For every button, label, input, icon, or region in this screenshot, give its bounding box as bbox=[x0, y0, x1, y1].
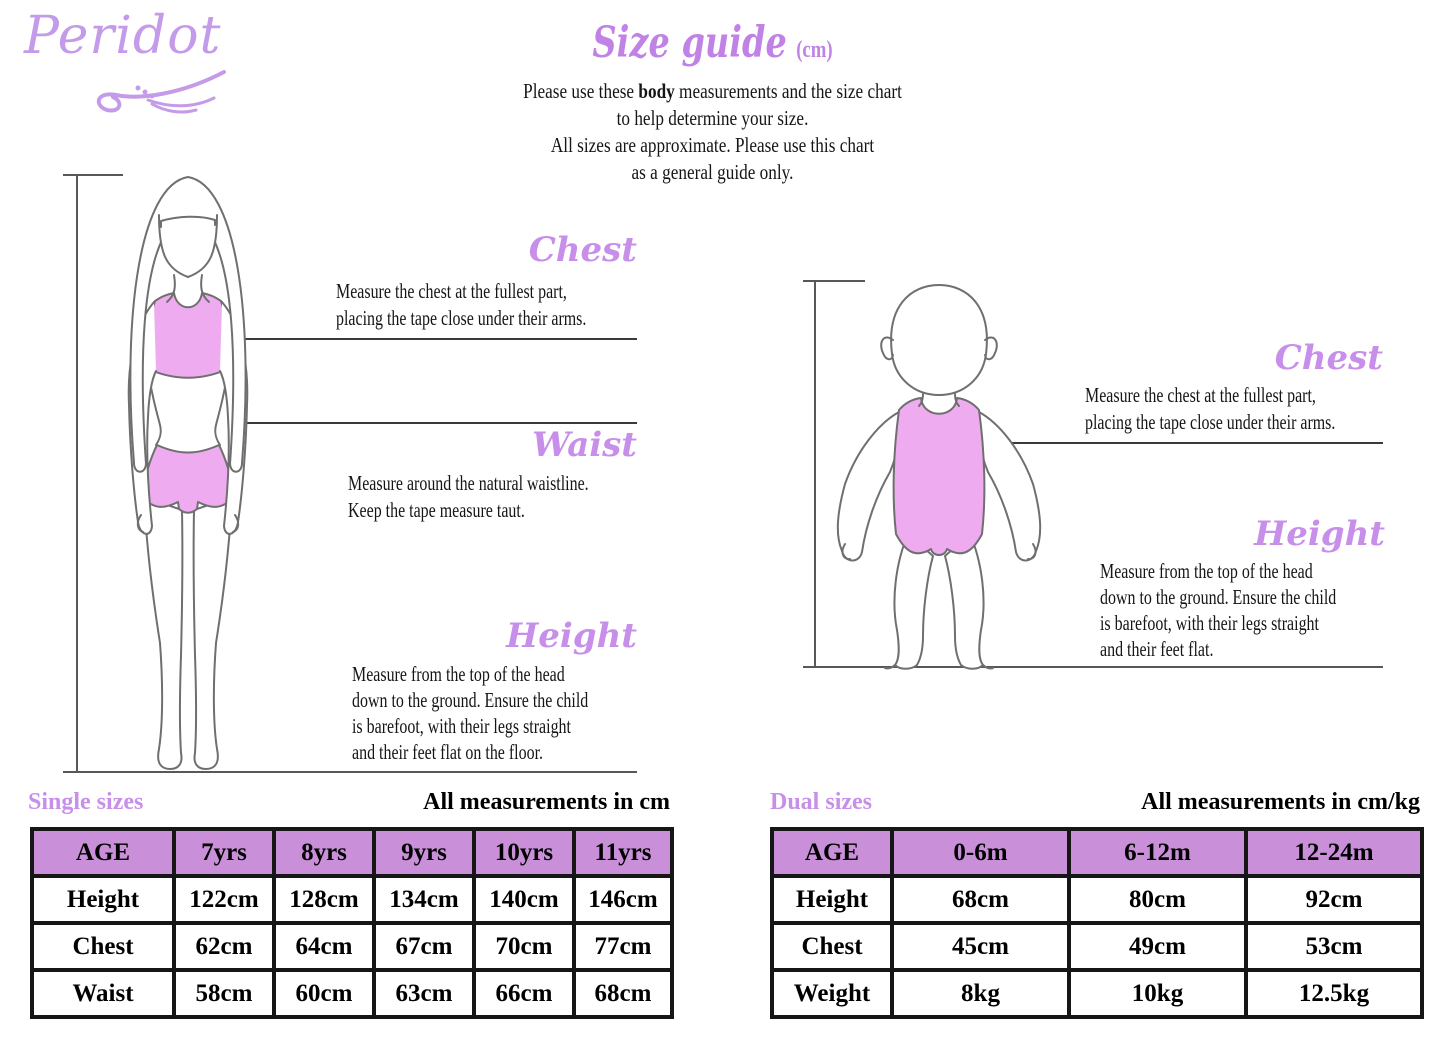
baby-left-leg bbox=[894, 534, 933, 669]
row-label: Waist bbox=[32, 970, 174, 1017]
single-sizes-table bbox=[30, 827, 674, 1019]
cell: 80cm bbox=[1069, 876, 1246, 923]
title-unit: (cm) bbox=[796, 37, 833, 63]
cell: 128cm bbox=[274, 876, 374, 923]
dual-height-row bbox=[772, 876, 1422, 923]
cell: 45cm bbox=[892, 923, 1069, 970]
cell: 122cm bbox=[174, 876, 274, 923]
dual-sizes-header-row bbox=[772, 829, 1422, 876]
single-height-row bbox=[32, 876, 672, 923]
single-header-9yrs: 9yrs bbox=[374, 829, 474, 876]
cell: 68cm bbox=[892, 876, 1069, 923]
cell: 70cm bbox=[474, 923, 574, 970]
dual-sizes-table bbox=[770, 827, 1424, 1019]
single-header-7yrs: 7yrs bbox=[174, 829, 274, 876]
cell: 66cm bbox=[474, 970, 574, 1017]
single-sizes-label: Single sizes bbox=[28, 789, 144, 815]
cell: 8kg bbox=[892, 970, 1069, 1017]
cell: 10kg bbox=[1069, 970, 1246, 1017]
row-label: Chest bbox=[772, 923, 892, 970]
cell: 63cm bbox=[374, 970, 474, 1017]
row-label: Chest bbox=[32, 923, 174, 970]
dual-header-age: AGE bbox=[772, 829, 892, 876]
single-header-11yrs: 11yrs bbox=[574, 829, 672, 876]
right-leg bbox=[194, 497, 232, 769]
row-label: Height bbox=[32, 876, 174, 923]
dual-chest-row bbox=[772, 923, 1422, 970]
dual-header-12-24m: 12-24m bbox=[1246, 829, 1422, 876]
page-title-row bbox=[492, 18, 933, 68]
cell: 92cm bbox=[1246, 876, 1422, 923]
single-header-age: AGE bbox=[32, 829, 174, 876]
baby-height-description: Measure from the top of the head down to the ground. Ensure the child is barefoot, with their legs straight and their feet flat. bbox=[1100, 559, 1337, 661]
cell: 140cm bbox=[474, 876, 574, 923]
baby-head bbox=[891, 285, 987, 395]
cell: 67cm bbox=[374, 923, 474, 970]
intro-line-3: All sizes are approximate. Please use this chart bbox=[550, 133, 875, 157]
baby-right-leg bbox=[945, 534, 984, 669]
face bbox=[159, 215, 217, 277]
cell: 77cm bbox=[574, 923, 672, 970]
cell: 62cm bbox=[174, 923, 274, 970]
page-header bbox=[430, 18, 995, 186]
page-title: Size guide bbox=[592, 18, 787, 68]
single-waist-row bbox=[32, 970, 672, 1017]
single-sizes-note: All measurements in cm bbox=[423, 789, 670, 815]
shorts bbox=[142, 445, 234, 513]
brand-flourish-icon bbox=[82, 68, 232, 116]
dual-sizes-note: All measurements in cm/kg bbox=[1141, 789, 1420, 815]
girl-figure bbox=[129, 177, 248, 769]
child-height-heading: Height bbox=[506, 616, 637, 656]
baby-left-arm bbox=[838, 412, 899, 561]
single-header-8yrs: 8yrs bbox=[274, 829, 374, 876]
single-header-10yrs: 10yrs bbox=[474, 829, 574, 876]
single-sizes-caption-row bbox=[28, 789, 670, 816]
baby-onesie bbox=[894, 398, 985, 555]
cell: 134cm bbox=[374, 876, 474, 923]
dual-sizes-label: Dual sizes bbox=[770, 789, 872, 815]
baby-right-arm bbox=[979, 412, 1040, 561]
child-waist-heading: Waist bbox=[531, 425, 637, 465]
child-chest-heading: Chest bbox=[528, 230, 637, 270]
cell: 146cm bbox=[574, 876, 672, 923]
baby-chest-description: Measure the chest at the fullest part, placing the tape close under their arms. bbox=[1085, 383, 1336, 434]
crop-top bbox=[145, 293, 232, 378]
brand-logo-text: Peridot bbox=[24, 6, 222, 66]
cell: 68cm bbox=[574, 970, 672, 1017]
cell: 64cm bbox=[274, 923, 374, 970]
dual-weight-row bbox=[772, 970, 1422, 1017]
intro-line-1: Please use these body measurements and the size chart bbox=[523, 79, 902, 103]
baby-chest-heading: Chest bbox=[1274, 338, 1383, 378]
child-height-description: Measure from the top of the head down to the ground. Ensure the child is barefoot, with their legs straight and their feet flat on the floor. bbox=[352, 662, 589, 764]
dual-header-6-12m: 6-12m bbox=[1069, 829, 1246, 876]
cell: 60cm bbox=[274, 970, 374, 1017]
child-waist-description: Measure around the natural waistline. Keep the tape measure taut. bbox=[348, 471, 589, 522]
child-chest-description: Measure the chest at the fullest part, placing the tape close under their arms. bbox=[336, 279, 587, 330]
baby-figure bbox=[838, 285, 1040, 669]
left-leg bbox=[144, 497, 182, 769]
row-label: Height bbox=[772, 876, 892, 923]
cell: 53cm bbox=[1246, 923, 1422, 970]
dual-sizes-caption-row bbox=[770, 789, 1420, 816]
row-label: Weight bbox=[772, 970, 892, 1017]
cell: 12.5kg bbox=[1246, 970, 1422, 1017]
dual-header-0-6m: 0-6m bbox=[892, 829, 1069, 876]
baby-height-heading: Height bbox=[1254, 514, 1385, 554]
single-chest-row bbox=[32, 923, 672, 970]
single-sizes-header-row bbox=[32, 829, 672, 876]
cell: 58cm bbox=[174, 970, 274, 1017]
brand-logo bbox=[24, 6, 244, 66]
cell: 49cm bbox=[1069, 923, 1246, 970]
intro-line-2: to help determine your size. bbox=[616, 106, 809, 130]
intro-line-4: as a general guide only. bbox=[631, 160, 794, 184]
